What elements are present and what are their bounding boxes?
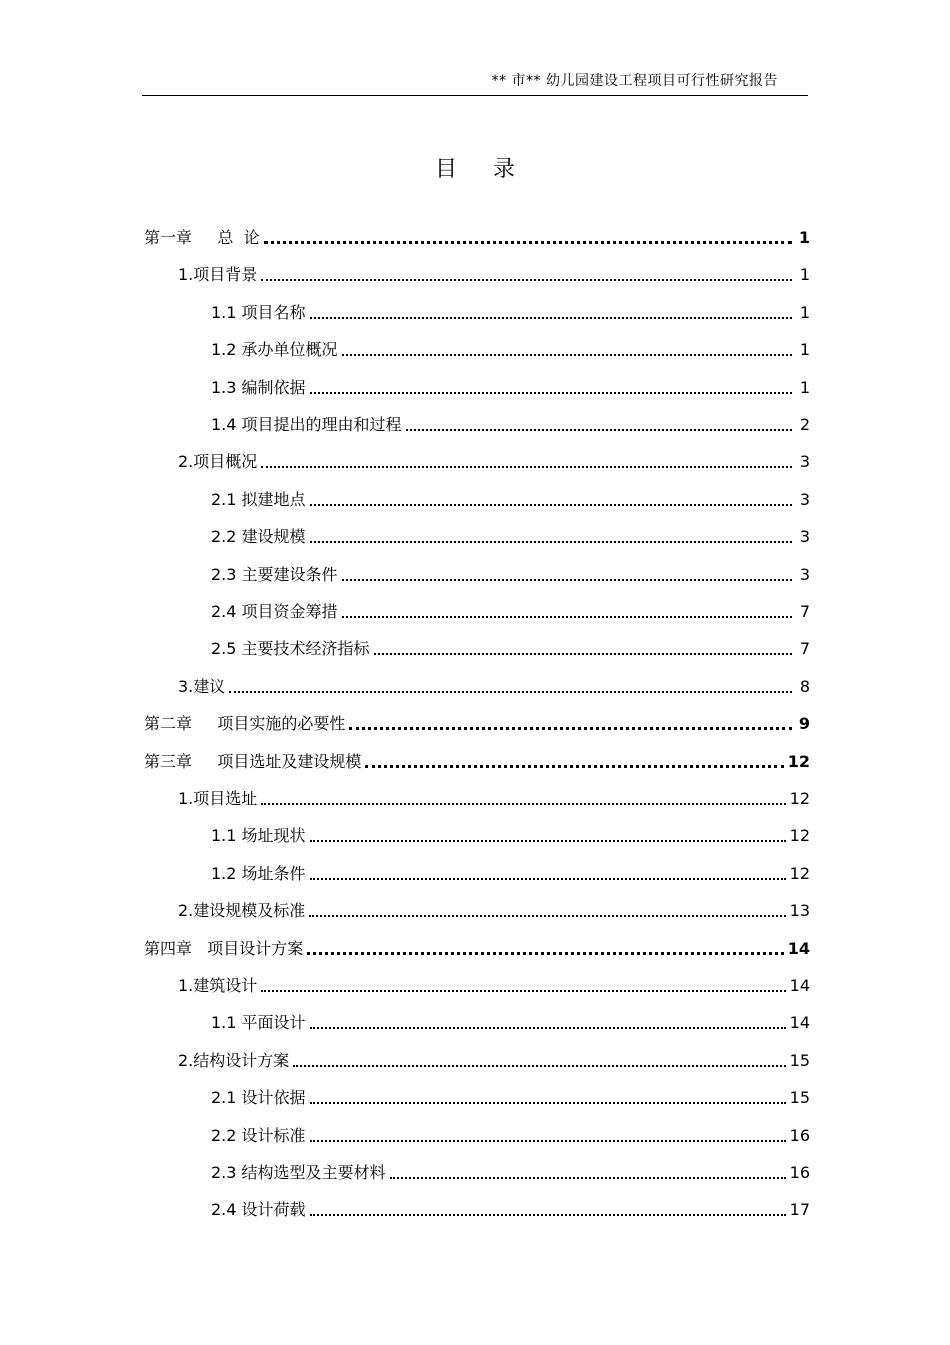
toc-entry-page: 9 xyxy=(798,714,810,733)
toc-leader-dots xyxy=(310,1102,786,1104)
toc-leader-dots xyxy=(309,915,785,917)
toc-entry-page: 14 xyxy=(789,1013,810,1032)
toc-leader-dots xyxy=(349,727,792,730)
toc-entry-label: 1.项目背景 xyxy=(178,265,258,284)
toc-entry[interactable] xyxy=(144,748,810,772)
toc-leader-dots xyxy=(293,1065,785,1067)
toc-entry-page: 7 xyxy=(799,602,810,621)
toc-entry-page: 2 xyxy=(799,415,810,434)
toc-leader-dots xyxy=(310,1140,786,1142)
toc-leader-dots xyxy=(310,504,792,506)
toc-entry-label: 1.2 场址条件 xyxy=(211,864,306,883)
toc-entry[interactable] xyxy=(211,486,810,510)
toc-entry[interactable] xyxy=(178,972,810,996)
toc-entry[interactable] xyxy=(211,1009,810,1033)
toc-entry[interactable] xyxy=(211,523,810,547)
toc-entry-label: 第二章 项目实施的必要性 xyxy=(144,714,346,733)
toc-entry[interactable] xyxy=(211,1196,810,1220)
toc-entry-page: 15 xyxy=(789,1051,810,1070)
toc-entry-label: 2.3 主要建设条件 xyxy=(211,565,338,584)
toc-entry-page: 14 xyxy=(789,976,810,995)
toc-entry[interactable] xyxy=(211,1122,810,1146)
toc-entry-page: 8 xyxy=(799,677,810,696)
toc-entry-label: 1.4 项目提出的理由和过程 xyxy=(211,415,402,434)
toc-entry-label: 2.5 主要技术经济指标 xyxy=(211,639,370,658)
header-title: ** 市** 幼儿园建设工程项目可行性研究报告 xyxy=(491,73,778,89)
toc-entry[interactable] xyxy=(211,336,810,360)
toc-leader-dots xyxy=(310,840,786,842)
toc-entry-label: 2.1 设计依据 xyxy=(211,1088,306,1107)
toc-entry[interactable] xyxy=(144,935,810,959)
toc-entry[interactable] xyxy=(211,411,810,435)
toc-leader-dots xyxy=(310,392,792,394)
toc-entry-label: 2.2 设计标准 xyxy=(211,1126,306,1145)
toc-entry-label: 2.建设规模及标准 xyxy=(178,901,306,920)
toc-leader-dots xyxy=(390,1177,786,1179)
toc-entry[interactable] xyxy=(178,785,810,809)
toc-entry-label: 1.2 承办单位概况 xyxy=(211,340,338,359)
toc-entry-label: 2.4 项目资金筹措 xyxy=(211,602,338,621)
toc-entry[interactable] xyxy=(211,860,810,884)
toc-entry-label: 2.结构设计方案 xyxy=(178,1051,290,1070)
toc-entry-label: 2.3 结构选型及主要材料 xyxy=(211,1163,386,1182)
toc-entry-page: 1 xyxy=(799,265,810,284)
toc-entry-page: 17 xyxy=(789,1200,810,1219)
toc-entry[interactable] xyxy=(211,598,810,622)
toc-entry[interactable] xyxy=(211,374,810,398)
toc-entry[interactable] xyxy=(178,897,810,921)
toc-entry-page: 3 xyxy=(799,565,810,584)
toc-entry-page: 1 xyxy=(799,340,810,359)
toc-leader-dots xyxy=(310,541,792,543)
toc-entry[interactable] xyxy=(211,1084,810,1108)
toc-entry-label: 2.2 建设规模 xyxy=(211,527,306,546)
toc-entry-label: 2.4 设计荷载 xyxy=(211,1200,306,1219)
toc-leader-dots xyxy=(310,1214,786,1216)
toc-entry-page: 16 xyxy=(789,1163,810,1182)
toc-entry-page: 12 xyxy=(787,752,810,771)
toc-entry-label: 2.1 拟建地点 xyxy=(211,490,306,509)
toc-title: 目录 xyxy=(434,157,551,182)
toc-entry-page: 16 xyxy=(789,1126,810,1145)
toc-leader-dots xyxy=(342,616,792,618)
toc-leader-dots xyxy=(261,803,785,805)
toc-entry[interactable] xyxy=(144,224,810,248)
toc-entry-page: 13 xyxy=(789,901,810,920)
toc-entry[interactable] xyxy=(178,261,810,285)
toc-entry-page: 1 xyxy=(798,228,810,247)
toc-entry-label: 1.1 场址现状 xyxy=(211,826,306,845)
toc-entry-label: 1.1 项目名称 xyxy=(211,303,306,322)
toc-entry[interactable] xyxy=(178,673,810,697)
toc-entry[interactable] xyxy=(211,1159,810,1183)
toc-entry-label: 2.项目概况 xyxy=(178,452,258,471)
toc-entry-label: 1.建筑设计 xyxy=(178,976,258,995)
toc-entry-page: 7 xyxy=(799,639,810,658)
toc-entry[interactable] xyxy=(211,561,810,585)
toc-leader-dots xyxy=(310,878,786,880)
toc-leader-dots xyxy=(310,317,792,319)
toc-entry-label: 1.3 编制依据 xyxy=(211,378,306,397)
toc-entry-page: 12 xyxy=(789,864,810,883)
toc-leader-dots xyxy=(307,952,783,955)
toc-entry-label: 第一章 总 论 xyxy=(144,228,260,247)
toc-leader-dots xyxy=(365,765,783,768)
toc-entry-page: 14 xyxy=(787,939,810,958)
toc-entry[interactable] xyxy=(144,710,810,734)
toc-entry-page: 12 xyxy=(789,789,810,808)
toc-leader-dots xyxy=(229,691,792,693)
toc-entry-page: 3 xyxy=(799,490,810,509)
toc-entry-label: 3.建议 xyxy=(178,677,226,696)
toc-leader-dots xyxy=(310,1027,786,1029)
toc-entry[interactable] xyxy=(211,299,810,323)
toc-leader-dots xyxy=(406,429,792,431)
toc-entry-page: 12 xyxy=(789,826,810,845)
toc-entry[interactable] xyxy=(211,635,810,659)
toc-leader-dots xyxy=(342,354,792,356)
toc-entry-label: 第三章 项目选址及建设规模 xyxy=(144,752,362,771)
toc-leader-dots xyxy=(261,466,792,468)
toc-entry-label: 第四章 项目设计方案 xyxy=(144,939,304,958)
toc-entry-page: 15 xyxy=(789,1088,810,1107)
toc-entry[interactable] xyxy=(211,822,810,846)
toc-entry-page: 3 xyxy=(799,527,810,546)
toc-leader-dots xyxy=(342,579,792,581)
toc-entry-page: 1 xyxy=(799,378,810,397)
toc-leader-dots xyxy=(264,241,792,244)
toc-entry-page: 3 xyxy=(799,452,810,471)
toc-leader-dots xyxy=(374,653,792,655)
toc-entry[interactable] xyxy=(178,1047,810,1071)
toc-leader-dots xyxy=(261,279,792,281)
toc-entry[interactable] xyxy=(178,448,810,472)
toc-entry-label: 1.项目选址 xyxy=(178,789,258,808)
toc-leader-dots xyxy=(261,990,785,992)
toc-entry-page: 1 xyxy=(799,303,810,322)
toc-entry-label: 1.1 平面设计 xyxy=(211,1013,306,1032)
